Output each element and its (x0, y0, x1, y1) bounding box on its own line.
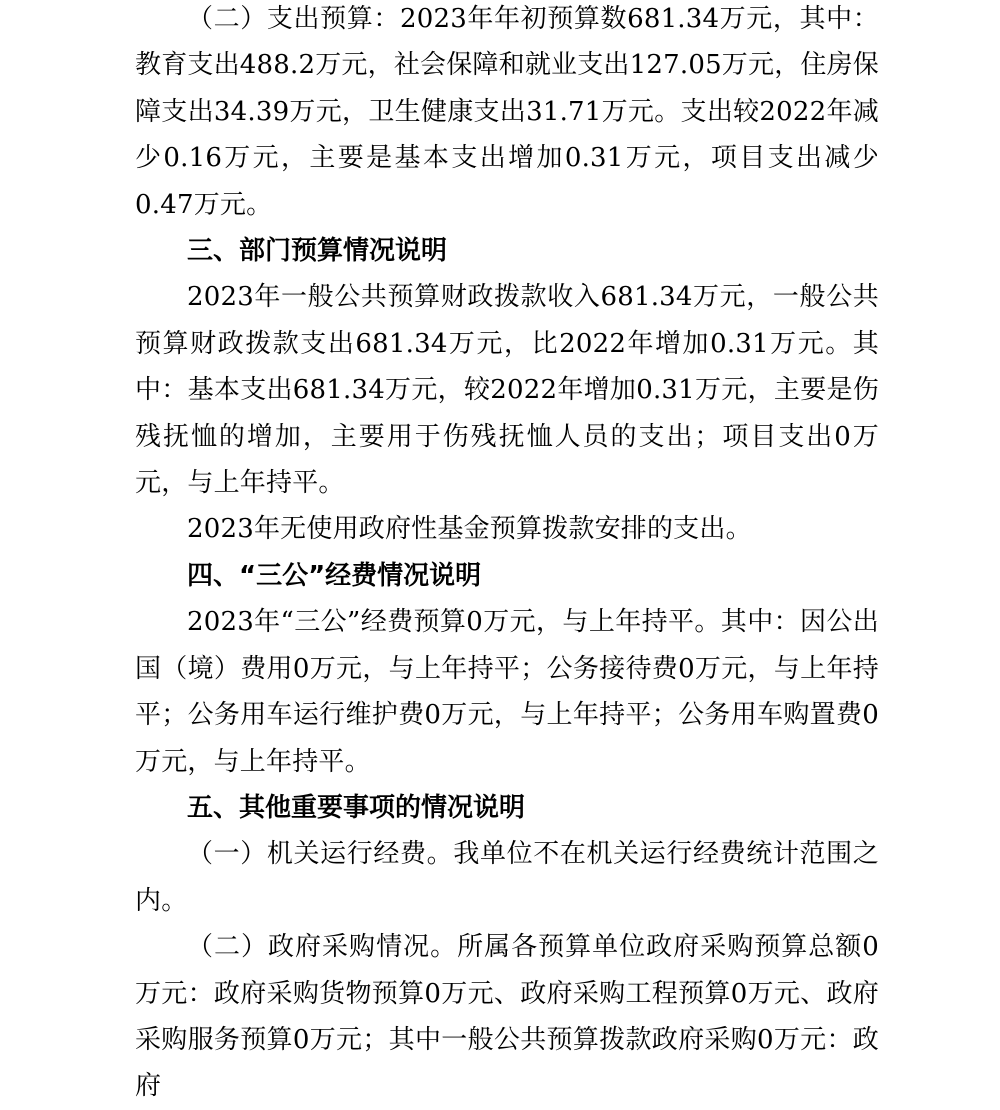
three-public-expenses-heading: 四、“三公”经费情况说明 (187, 560, 482, 591)
document-page (135, 0, 879, 1110)
department-budget-paragraph: 2023年一般公共预算财政拨款收入681.34万元，一般公共预算财政拨款支出681.34万元，比2022年增加0.31万元。其中：基本支出681.34万元，较2022年增加0.31万元，主要是伤残抚恤的增加，主要用于伤残抚恤人员的支出；项目支出0万元，与上年持平。 (135, 282, 879, 499)
other-matters-heading: 五、其他重要事项的情况说明 (187, 792, 526, 823)
procurement-paragraph: （二）政府采购情况。所属各预算单位政府采购预算总额0万元：政府采购货物预算0万元、政府采购工程预算0万元、政府采购服务预算0万元；其中一般公共预算拨款政府采购0万元：政府 (135, 932, 879, 1102)
government-fund-paragraph: 2023年无使用政府性基金预算拨款安排的支出。 (187, 514, 752, 545)
operating-expense-paragraph: （一）机关运行经费。我单位不在机关运行经费统计范围之内。 (135, 839, 879, 916)
department-budget-heading: 三、部门预算情况说明 (187, 236, 448, 267)
three-public-expenses-paragraph: 2023年“三公”经费预算0万元，与上年持平。其中：因公出国（境）费用0万元，与上年持平；公务接待费0万元，与上年持平；公务用车运行维护费0万元，与上年持平；公务用车购置费0万元，与上年持平。 (135, 607, 879, 777)
expense-budget-paragraph: （二）支出预算：2023年年初预算数681.34万元，其中：教育支出488.2万元，社会保障和就业支出127.05万元，住房保障支出34.39万元，卫生健康支出31.71万元。支出较2022年减少0.16万元，主要是基本支出增加0.31万元，项目支出减少0.47万元。 (135, 4, 880, 220)
